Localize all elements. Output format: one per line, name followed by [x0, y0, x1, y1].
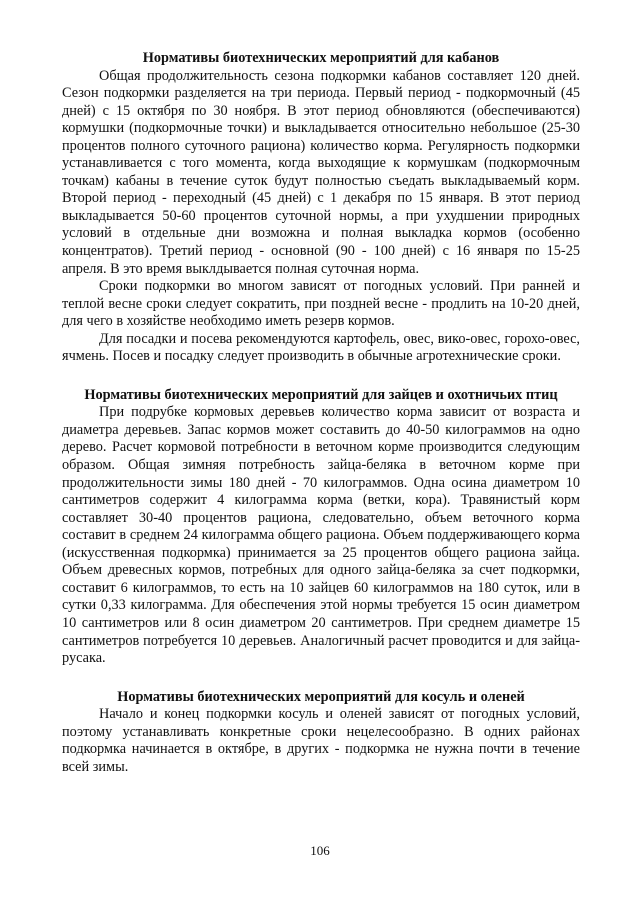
- section-boars: [62, 50, 580, 366]
- page-number: 106: [310, 843, 330, 858]
- section-title: Нормативы биотехнических мероприятий для косуль и оленей: [117, 688, 525, 705]
- paragraph: Для посадки и посева рекомендуются картофель, овес, вико-овес, горохо-овес, ячмень. Посев и посадку следует производить в обычные агротехнические сроки.: [62, 330, 580, 365]
- paragraph: Сроки подкормки во многом зависят от погодных условий. При ранней и теплой весне сроки следует сократить, при поздней весне - продлить на 10-20 дней, для чего в хозяйстве необходимо иметь резерв кормов.: [62, 278, 580, 330]
- section-title: Нормативы биотехнических мероприятий для зайцев и охотничьих птиц: [84, 386, 558, 403]
- paragraph: Общая продолжительность сезона подкормки кабанов составляет 120 дней. Сезон подкормки разделяется на три периода. Первый период - подкормочный (45 дней) с 15 октября по 30 ноября. В этот период обновляются (обеспечиваются) кормушки (подкормочные точки) и выкладывается относительно небольшое (25-30 процентов полного суточного рациона) количество корма. Регулярность подкормки устанавливается с того момента, когда выходящие к кормушкам (подкормочным точкам) кабаны в течение суток будут полностью съедать выкладываемый корм. Второй период - переходный (45 дней) с 1 декабря по 15 января. В этот период выкладывается 50-60 процентов суточной нормы, а при ухудшении природных условий в отдельные дни возможна и полная выкладка кормов (особенно концентратов). Третий период - основной (90 - 100 дней) с 16 января по 15-25 апреля. В это время выклдывается полная суточная норма.: [62, 67, 580, 277]
- paragraph: Начало и конец подкормки косуль и оленей зависят от погодных условий, поэтому устанавливать конкретные сроки нецелесообразно. В одних районах подкормка начинается в октябре, в других - подкормка не нужна почти в течение всей зимы.: [62, 706, 580, 775]
- section-roe-deer-and-deer: [62, 689, 580, 777]
- section-hares-and-birds: [62, 387, 580, 668]
- paragraph: При подрубке кормовых деревьев количество корма зависит от возраста и диаметра деревьев. Запас кормов может составить до 40-50 килограммов на одно дерево. Расчет кормовой потребности в веточном корме производится следующим образом. Общая зимняя потребность зайца-беляка в веточном корме при продолжительности зимы 180 дней - 70 килограммов. Одна осина диаметром 10 сантиметров содержит 4 килограмма корма (ветки, кора). Травянистый корм составляет 30-40 процентов рациона, следовательно, объем веточного корма составит в среднем 24 килограмма общего рациона. Объем поддерживающего корма (искусственная подкормка) принимается за 25 процентов общего рациона зайца. Объем древесных кормов, потребных для одного зайца-беляка за счет подкормки, составит 6 килограммов, то есть на 10 зайцев 60 килограммов на 180 суток, или в сутки 0,33 килограмма. Для обеспечения этой нормы требуется 15 осин диаметром 10 сантиметров или 8 осин диаметром 20 сантиметров. При среднем диаметре 15 сантиметров потребуется 10 деревьев. Аналогичный расчет проводится и для зайца-русака.: [62, 404, 580, 667]
- section-title: Нормативы биотехнических мероприятий для кабанов: [142, 50, 500, 66]
